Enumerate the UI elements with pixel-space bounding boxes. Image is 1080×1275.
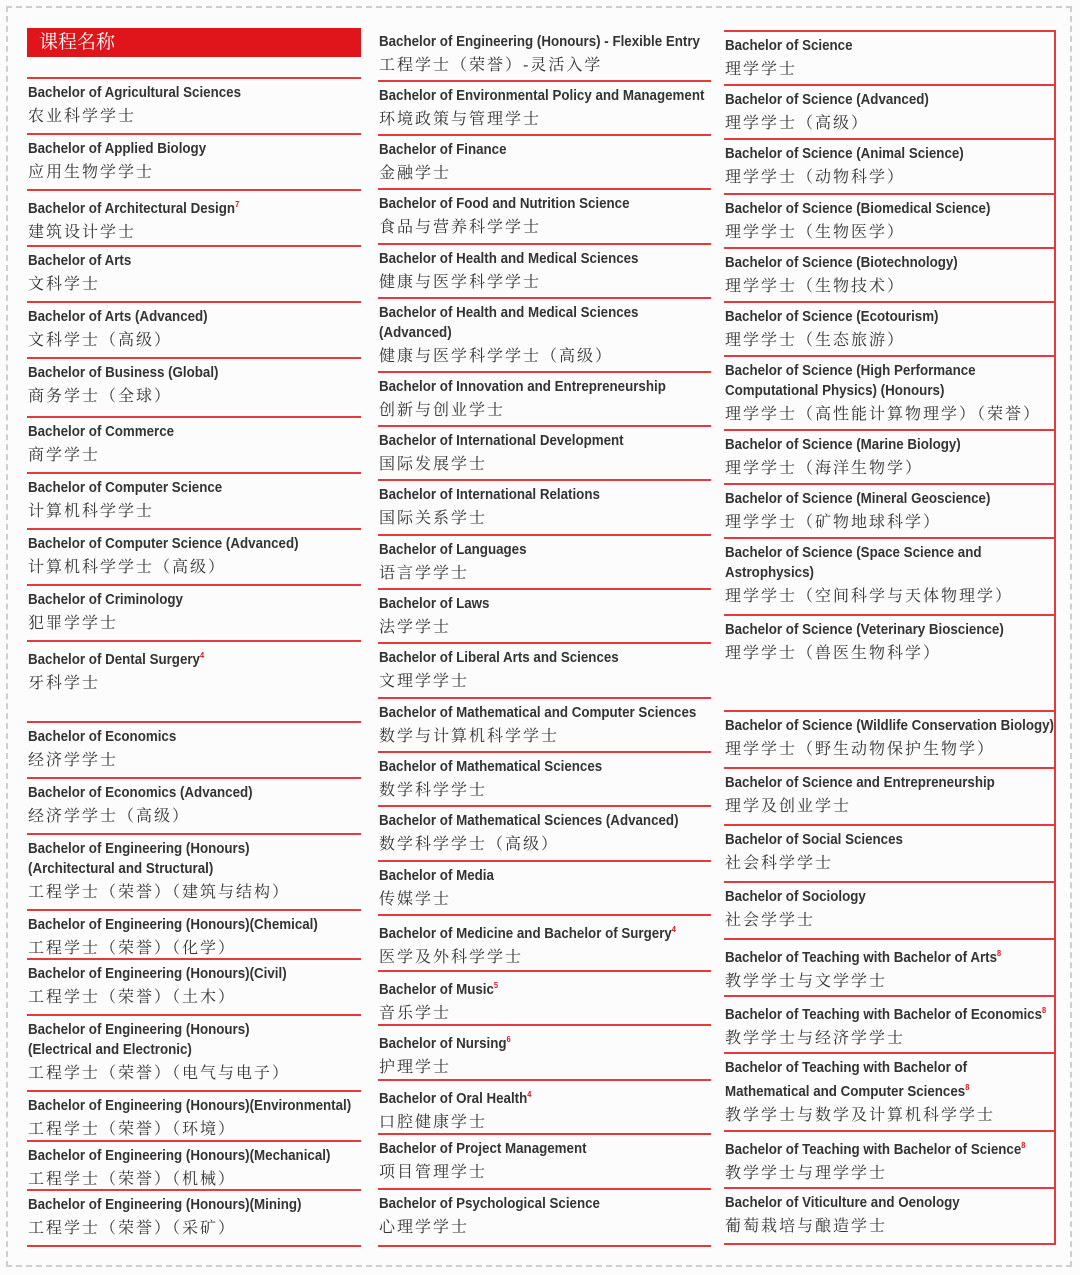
course-name-zh: 工程学士（荣誉）（化学） [28, 938, 237, 957]
course-entry [27, 79, 361, 135]
course-name-en [28, 195, 334, 219]
course-name-en [725, 716, 1054, 736]
course-name-zh: 数学科学学士（高级） [379, 834, 560, 853]
course-name-en-line2-text: (Electrical and Electronic) [28, 1042, 192, 1058]
course-name-en [379, 594, 684, 614]
course-name-en-text: Bachelor of Nursing [379, 1035, 507, 1052]
course-name-zh: 工程学士（荣誉）-灵活入学 [379, 55, 603, 74]
course-name-en [379, 540, 684, 560]
course-name-en [725, 1058, 1028, 1078]
course-name-zh: 经济学学士 [28, 750, 119, 769]
course-entry [378, 427, 711, 481]
course-name-zh: 数学科学学士 [379, 780, 488, 799]
course-name-en-text: Bachelor of Environmental Policy and Management [379, 88, 705, 104]
course-entry [27, 960, 361, 1016]
course-name-en [725, 773, 1028, 793]
course-entry [378, 972, 711, 1026]
course-name-zh: 理学学士（兽医生物科学） [725, 643, 942, 662]
course-name-zh: 理学学士（生物技术） [725, 276, 906, 295]
course-entry [27, 1092, 361, 1142]
course-name-zh: 工程学士（荣誉）（电气与电子） [28, 1063, 291, 1082]
course-entry [27, 835, 361, 911]
course-name-en [725, 489, 1028, 509]
footnote-marker: 8 [1042, 1006, 1047, 1015]
course-entry [27, 1016, 361, 1092]
course-name-zh: 理学学士（生态旅游） [725, 330, 906, 349]
course-name-en-line2 [725, 563, 1028, 583]
course-name-zh: 理学学士（生物医学） [725, 222, 906, 241]
course-entry [724, 616, 1056, 712]
course-name-en [28, 534, 334, 554]
footnote-marker: 8 [965, 1083, 970, 1092]
course-name-en-text: Bachelor of Science (Veterinary Bioscience) [725, 622, 1004, 638]
course-name-en [28, 964, 334, 984]
course-name-en-line2-text: Computational Physics) (Honours) [725, 383, 945, 399]
course-entry [724, 539, 1056, 616]
course-entry [378, 862, 711, 916]
course-name-en [379, 866, 684, 886]
course-name-zh: 国际发展学士 [379, 454, 488, 473]
course-name-en-line2-text: (Architectural and Structural) [28, 861, 214, 877]
course-name-en [28, 783, 334, 803]
course-entry [724, 431, 1056, 485]
course-name-en-line2 [725, 381, 1028, 401]
course-name-en [28, 1195, 334, 1215]
course-name-en [725, 199, 1028, 219]
course-name-zh: 教学学士与理学学士 [725, 1162, 888, 1182]
course-name-en [725, 36, 1028, 56]
course-name-en [379, 1085, 684, 1109]
course-name-en-text: Bachelor of Science (Animal Science) [725, 146, 964, 162]
course-entry [378, 82, 711, 136]
course-name-en-text: Bachelor of Oral Health [379, 1090, 528, 1107]
course-name-en [28, 1146, 334, 1166]
course-name-en-text: Bachelor of Mathematical Sciences [379, 759, 603, 775]
column-1 [27, 28, 361, 1247]
course-name-en [28, 590, 334, 610]
course-name-en [725, 307, 1028, 327]
course-name-en-text: Bachelor of Social Sciences [725, 832, 903, 848]
course-name-en-text: Bachelor of Mathematical Sciences (Advanced) [379, 813, 679, 829]
course-name-zh: 商学学士 [28, 445, 101, 464]
course-entry [27, 135, 361, 191]
course-name-en [28, 839, 334, 859]
course-entry [378, 1026, 711, 1081]
course-name-en-text: Bachelor of Economics (Advanced) [28, 785, 253, 801]
course-name-zh: 商务学士（全球） [28, 386, 173, 405]
course-name-en-line2 [28, 859, 334, 879]
course-name-zh: 教学学士与经济学学士 [725, 1027, 906, 1047]
course-name-en-text: Bachelor of Liberal Arts and Sciences [379, 650, 619, 666]
course-name-en-text: Bachelor of Engineering (Honours) [28, 1022, 250, 1038]
course-name-en [725, 144, 1028, 164]
course-name-en-text: Bachelor of Teaching with Bachelor of Economics [725, 1006, 1043, 1023]
course-name-en [379, 703, 697, 723]
course-name-en-text: Bachelor of Engineering (Honours)(Mechanical) [28, 1148, 331, 1164]
course-name-zh: 理学学士（海洋生物学） [725, 458, 924, 477]
course-entry [724, 249, 1056, 303]
course-entry [27, 530, 361, 586]
course-name-zh: 工程学士（荣誉）（土木） [28, 987, 237, 1006]
course-entry [27, 418, 361, 474]
course-name-en [379, 140, 684, 160]
course-entry [378, 136, 711, 190]
course-entry [27, 911, 361, 960]
course-name-en-text: Bachelor of Science [725, 38, 853, 54]
course-name-en [725, 435, 1028, 455]
course-name-en-text: Bachelor of Mathematical and Computer Sciences [379, 705, 697, 721]
course-name-zh: 理学学士（野生动物保护生物学） [725, 739, 996, 758]
course-name-zh: 社会科学学士 [725, 853, 834, 872]
course-name-en-text: Bachelor of Engineering (Honours)(Civil) [28, 966, 287, 982]
course-list [27, 79, 361, 1247]
course-entry [378, 190, 711, 245]
course-name-zh: 健康与医学科学学士（高级） [379, 346, 614, 365]
course-entry [378, 807, 711, 862]
course-name-en-text: Bachelor of Science (Biotechnology) [725, 255, 958, 271]
course-entry [378, 299, 711, 373]
course-name-en [379, 1139, 684, 1159]
course-entry [724, 826, 1056, 883]
course-name-en [28, 363, 334, 383]
course-name-zh: 农业科学学士 [28, 106, 137, 125]
course-name-en [379, 976, 684, 1000]
header-course-name: 课程名称 [27, 28, 361, 57]
course-entry [378, 373, 711, 427]
course-name-zh: 口腔健康学士 [379, 1111, 488, 1131]
course-name-en-text: Bachelor of Computer Science [28, 480, 223, 496]
course-name-zh: 理学学士（空间科学与天体物理学） [725, 586, 1014, 605]
course-name-en-text: Bachelor of Sociology [725, 889, 866, 905]
course-name-zh: 教学学士与文学学士 [725, 970, 888, 990]
course-name-en [28, 915, 334, 935]
course-name-zh: 教学学士与数学及计算机科学学士 [725, 1104, 996, 1124]
course-name-en [28, 422, 334, 442]
course-name-en-text: Bachelor of Science (Mineral Geoscience) [725, 491, 991, 507]
course-name-en-text: Bachelor of Engineering (Honours)(Chemical) [28, 917, 318, 933]
course-name-en-text: Bachelor of Engineering (Honours)(Environmental) [28, 1098, 352, 1114]
course-name-en-text: Bachelor of International Development [379, 433, 624, 449]
course-name-en [379, 1194, 684, 1214]
course-name-en [725, 620, 1028, 640]
course-entry [27, 1191, 361, 1247]
course-name-en [379, 194, 684, 214]
course-name-en-text: Bachelor of Science (Space Science and [725, 545, 982, 561]
course-name-en [28, 251, 334, 271]
course-name-zh: 理学学士（矿物地球科学） [725, 512, 942, 531]
course-entry [27, 642, 361, 723]
divider [27, 57, 361, 79]
course-name-en-text: Bachelor of Viticulture and Oenology [725, 1195, 960, 1211]
footnote-marker: 8 [997, 949, 1002, 958]
course-name-en [379, 249, 684, 269]
footnote-marker: 4 [199, 651, 205, 660]
course-name-en-text: Bachelor of Science (Marine Biology) [725, 437, 961, 453]
course-name-zh: 创新与创业学士 [379, 400, 506, 419]
course-name-en-text: Bachelor of Laws [379, 596, 490, 612]
course-entry [724, 712, 1056, 769]
course-entry [27, 586, 361, 642]
course-name-en-text: Bachelor of Commerce [28, 424, 175, 440]
course-name-en-text: Bachelor of Science (High Performance [725, 363, 976, 379]
course-name-en [28, 1096, 352, 1116]
course-name-en-line2 [725, 1078, 1028, 1102]
course-name-en-text: Bachelor of Economics [28, 729, 177, 745]
course-name-en-line2-text: Mathematical and Computer Sciences [725, 1083, 966, 1100]
column-2 [378, 28, 711, 1247]
course-name-zh: 理学学士（动物科学） [725, 167, 906, 186]
course-entry [724, 940, 1056, 997]
course-list [724, 30, 1056, 1245]
course-entry [724, 485, 1056, 539]
course-name-en [379, 32, 700, 52]
course-name-zh: 建筑设计学士 [28, 221, 137, 241]
course-name-en-text: Bachelor of Engineering (Honours) [28, 841, 250, 857]
course-name-en [725, 253, 1028, 273]
course-name-zh: 文科学士（高级） [28, 330, 173, 349]
course-entry [724, 997, 1056, 1054]
course-entry [724, 357, 1056, 431]
course-name-zh: 音乐学士 [379, 1002, 452, 1022]
course-name-en [725, 361, 1028, 381]
course-name-en-text: Bachelor of Applied Biology [28, 141, 207, 157]
course-name-en [379, 303, 684, 323]
course-name-en-text: Bachelor of Criminology [28, 592, 183, 608]
course-entry [27, 303, 361, 359]
footnote-marker: 5 [493, 981, 498, 990]
footnote-marker: 4 [527, 1090, 532, 1099]
course-name-zh: 食品与营养科学学士 [379, 217, 542, 236]
course-entry [724, 303, 1056, 357]
course-name-en-text: Bachelor of Dental Surgery [28, 651, 200, 668]
course-name-en-text: Bachelor of Agricultural Sciences [28, 85, 242, 101]
course-name-en-text: Bachelor of Science (Advanced) [725, 92, 929, 108]
course-name-zh: 环境政策与管理学士 [379, 109, 542, 128]
course-name-zh: 法学学士 [379, 617, 452, 636]
course-name-zh: 工程学士（荣誉）（机械） [28, 1169, 237, 1188]
course-name-en-text: Bachelor of Finance [379, 142, 507, 158]
course-name-zh: 计算机科学学士（高级） [28, 557, 227, 576]
course-name-zh: 数学与计算机科学学士 [379, 726, 560, 745]
course-name-en [725, 944, 1028, 968]
course-name-en-line2-text: Astrophysics) [725, 565, 814, 581]
course-entry [724, 1132, 1056, 1189]
course-name-zh: 工程学士（荣誉）（建筑与结构） [28, 882, 291, 901]
course-entry [27, 1142, 361, 1191]
course-name-en [28, 727, 334, 747]
course-entry [27, 723, 361, 779]
course-name-en [28, 83, 334, 103]
course-name-zh: 理学及创业学士 [725, 796, 852, 815]
course-name-en [28, 478, 334, 498]
course-entry [724, 1189, 1056, 1245]
course-name-en-text: Bachelor of Computer Science (Advanced) [28, 536, 299, 552]
course-name-en [379, 920, 684, 944]
footnote-marker: 6 [506, 1035, 511, 1044]
course-entry [27, 359, 361, 418]
course-name-zh: 工程学士（荣誉）（环境） [28, 1119, 237, 1138]
course-name-en-text: Bachelor of Health and Medical Sciences [379, 251, 639, 267]
course-name-zh: 文科学士 [28, 274, 101, 293]
course-entry [724, 32, 1056, 86]
course-name-zh: 国际关系学士 [379, 508, 488, 527]
course-name-zh: 牙科学士 [28, 672, 101, 692]
course-name-en-text: Bachelor of Arts (Advanced) [28, 309, 208, 325]
course-name-zh: 葡萄栽培与酿造学士 [725, 1216, 888, 1235]
course-name-en-text: Bachelor of Teaching with Bachelor of [725, 1060, 968, 1076]
course-name-zh: 传媒学士 [379, 889, 452, 908]
course-name-en-text: Bachelor of Science (Wildlife Conservation Biology) [725, 718, 1054, 734]
course-name-en-text: Bachelor of Innovation and Entrepreneurship [379, 379, 666, 395]
column-3 [724, 30, 1056, 1245]
course-name-en [28, 139, 334, 159]
course-name-en-text: Bachelor of Languages [379, 542, 527, 558]
course-name-en-text: Bachelor of Psychological Science [379, 1196, 600, 1212]
course-entry [27, 247, 361, 303]
course-name-en [28, 646, 334, 670]
course-entry [378, 245, 711, 299]
course-name-en [28, 307, 334, 327]
course-name-en-text: Bachelor of Business (Global) [28, 365, 219, 381]
course-list [378, 28, 711, 1247]
course-entry [27, 191, 361, 247]
course-name-en [725, 1136, 1028, 1160]
course-name-zh: 心理学学士 [379, 1217, 470, 1236]
footnote-marker: 4 [671, 925, 676, 934]
course-name-en [379, 811, 684, 831]
course-entry [27, 474, 361, 530]
course-name-en [725, 1193, 1028, 1213]
course-name-zh: 工程学士（荣誉）（采矿） [28, 1218, 237, 1237]
course-name-zh: 语言学学士 [379, 563, 470, 582]
course-name-zh: 医学及外科学学士 [379, 946, 524, 966]
course-name-en [379, 86, 705, 106]
course-name-zh: 健康与医学科学学士 [379, 272, 542, 291]
course-name-zh: 理学学士 [725, 59, 798, 78]
course-name-en-text: Bachelor of Architectural Design [28, 200, 236, 217]
course-entry [378, 481, 711, 536]
course-name-en-text: Bachelor of Medicine and Bachelor of Surgery [379, 925, 672, 942]
course-name-zh: 项目管理学士 [379, 1162, 488, 1181]
course-name-en [725, 887, 1028, 907]
course-name-zh: 犯罪学学士 [28, 613, 119, 632]
course-name-zh: 金融学士 [379, 163, 452, 182]
course-entry [378, 536, 711, 590]
course-entry [27, 779, 361, 835]
course-name-en-text: Bachelor of Engineering (Honours) - Flexible Entry [379, 34, 700, 50]
course-entry [724, 769, 1056, 826]
course-entry [724, 1054, 1056, 1132]
course-entry [378, 916, 711, 972]
course-name-en [725, 543, 1028, 563]
footnote-marker: 7 [235, 200, 240, 209]
course-name-en-text: Bachelor of Project Management [379, 1141, 587, 1157]
course-entry [724, 195, 1056, 249]
course-name-en [28, 1020, 334, 1040]
course-name-en [379, 1030, 684, 1054]
course-name-zh: 计算机科学学士 [28, 501, 155, 520]
course-name-en-text: Bachelor of Media [379, 868, 494, 884]
course-entry [724, 140, 1056, 195]
course-name-zh: 社会学学士 [725, 910, 816, 929]
course-name-en-line2 [379, 323, 684, 343]
course-name-en-text: Bachelor of Engineering (Honours)(Mining) [28, 1197, 302, 1213]
course-entry [378, 1190, 711, 1247]
course-name-en-text: Bachelor of Arts [28, 253, 132, 269]
course-name-zh: 经济学学士（高级） [28, 806, 191, 825]
course-entry [378, 590, 711, 644]
footnote-marker: 8 [1021, 1141, 1026, 1150]
course-name-en-text: Bachelor of Teaching with Bachelor of Arts [725, 949, 998, 966]
course-name-en-text: Bachelor of Food and Nutrition Science [379, 196, 630, 212]
course-name-zh: 理学学士（高级） [725, 113, 870, 132]
course-name-en [379, 757, 684, 777]
course-name-en-text: Bachelor of Science (Ecotourism) [725, 309, 939, 325]
course-name-zh: 文理学学士 [379, 671, 470, 690]
course-name-en [725, 1001, 1047, 1025]
course-name-en [379, 431, 684, 451]
course-name-en [379, 648, 684, 668]
course-name-zh: 护理学士 [379, 1056, 452, 1076]
course-name-zh: 应用生物学学士 [28, 162, 155, 181]
course-entry [724, 883, 1056, 940]
course-entry [724, 86, 1056, 140]
course-name-en-line2-text: (Advanced) [379, 325, 452, 341]
course-name-en-line2 [28, 1040, 334, 1060]
course-entry [378, 1135, 711, 1190]
course-entry [378, 753, 711, 807]
course-name-en-text: Bachelor of International Relations [379, 487, 600, 503]
course-name-en [379, 377, 684, 397]
course-entry [378, 644, 711, 699]
course-name-en [379, 485, 684, 505]
course-name-en-text: Bachelor of Health and Medical Sciences [379, 305, 639, 321]
course-name-en [725, 830, 1028, 850]
course-entry [378, 28, 711, 82]
course-entry [378, 1081, 711, 1135]
course-name-zh: 理学学士（高性能计算物理学）（荣誉） [725, 404, 1042, 423]
course-name-en-text: Bachelor of Teaching with Bachelor of Science [725, 1141, 1022, 1158]
course-name-en-text: Bachelor of Science and Entrepreneurship [725, 775, 995, 791]
course-entry [378, 699, 711, 753]
course-name-en [725, 90, 1028, 110]
course-name-en-text: Bachelor of Science (Biomedical Science) [725, 201, 991, 217]
course-name-en-text: Bachelor of Music [379, 981, 494, 998]
